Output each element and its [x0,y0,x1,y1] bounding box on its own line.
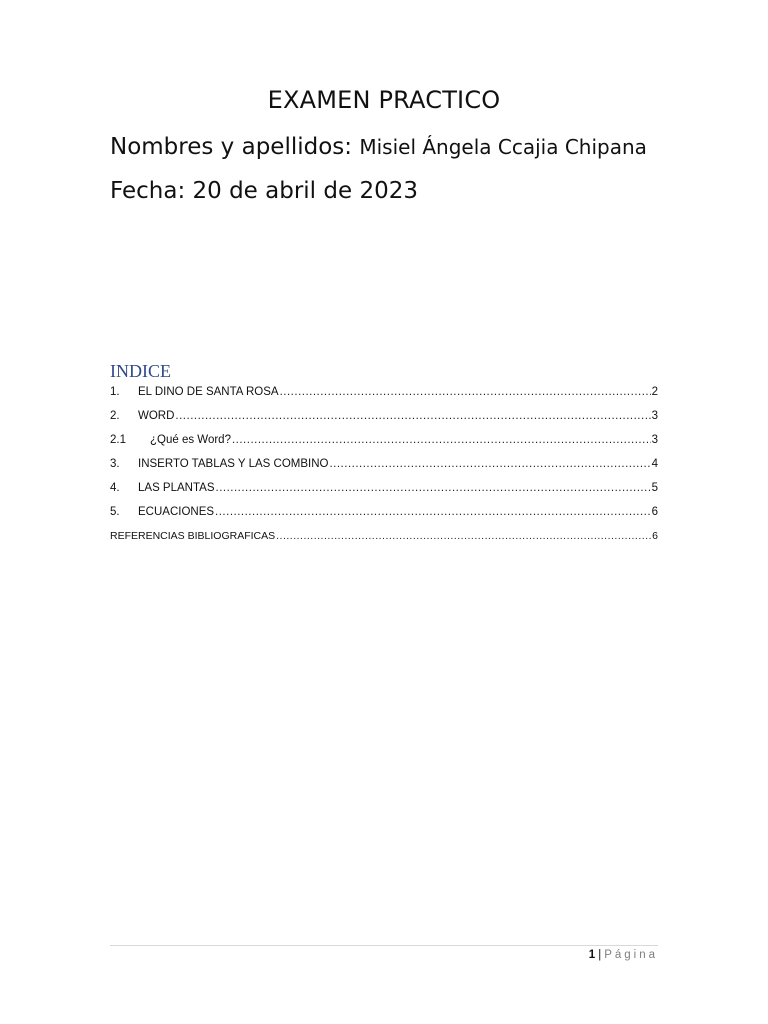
toc-entry-number: 2. [110,410,120,422]
toc-entry-page: 3 [651,410,658,422]
document-title: EXAMEN PRACTICO [267,86,501,114]
toc-entry-page: 2 [651,386,658,398]
toc-entry-word[interactable] [110,410,658,434]
toc-entry-label: EL DINO DE SANTA ROSA [138,386,279,398]
toc-leader-dots [232,434,651,446]
toc-entry-number: 5. [110,506,120,518]
toc-entry-tablas[interactable] [110,458,658,482]
date-line: Fecha: 20 de abril de 2023 [110,178,418,204]
toc-entry-number: 4. [110,482,120,494]
toc-entry-ecuaciones[interactable] [110,506,658,530]
table-of-contents [110,360,658,554]
toc-entry-number: 3. [110,458,120,470]
toc-entry-que-es-word[interactable] [110,434,658,458]
toc-entry-label: ECUACIONES [138,506,215,518]
toc-entry-number: 1. [110,386,120,398]
toc-entry-label: LAS PLANTAS [138,482,215,494]
toc-leader-dots [215,506,651,518]
toc-entry-number: 2.1 [110,434,126,446]
toc-leader-dots [175,410,650,422]
toc-entry-referencias[interactable] [110,530,658,554]
toc-leader-dots [329,458,650,470]
toc-heading: INDICE [110,361,171,381]
toc-leader-dots [276,530,651,542]
name-label: Nombres y apellidos: [110,134,353,160]
toc-entry-plantas[interactable] [110,482,658,506]
footer-separator: | [598,949,602,961]
toc-entry-page: 3 [651,434,658,446]
toc-entry-label: ¿Qué es Word? [150,434,231,446]
name-value: Misiel Ángela Ccajia Chipana [359,135,647,159]
page-footer [589,949,658,961]
toc-leader-dots [280,386,651,398]
toc-entry-page: 6 [652,530,658,542]
footer-page-number: 1 [588,949,596,961]
toc-entry-dino[interactable] [110,386,658,410]
toc-entry-label: INSERTO TABLAS Y LAS COMBINO [138,458,329,470]
toc-entry-page: 5 [651,482,658,494]
name-line [110,134,647,160]
toc-entry-page: 6 [651,506,658,518]
toc-entry-label: WORD [138,410,175,422]
toc-leader-dots [216,482,651,494]
toc-entry-label: REFERENCIAS BIBLIOGRAFICAS [110,530,276,542]
footer-divider [110,945,658,946]
toc-entry-page: 4 [651,458,658,470]
footer-page-word: Página [604,949,658,961]
